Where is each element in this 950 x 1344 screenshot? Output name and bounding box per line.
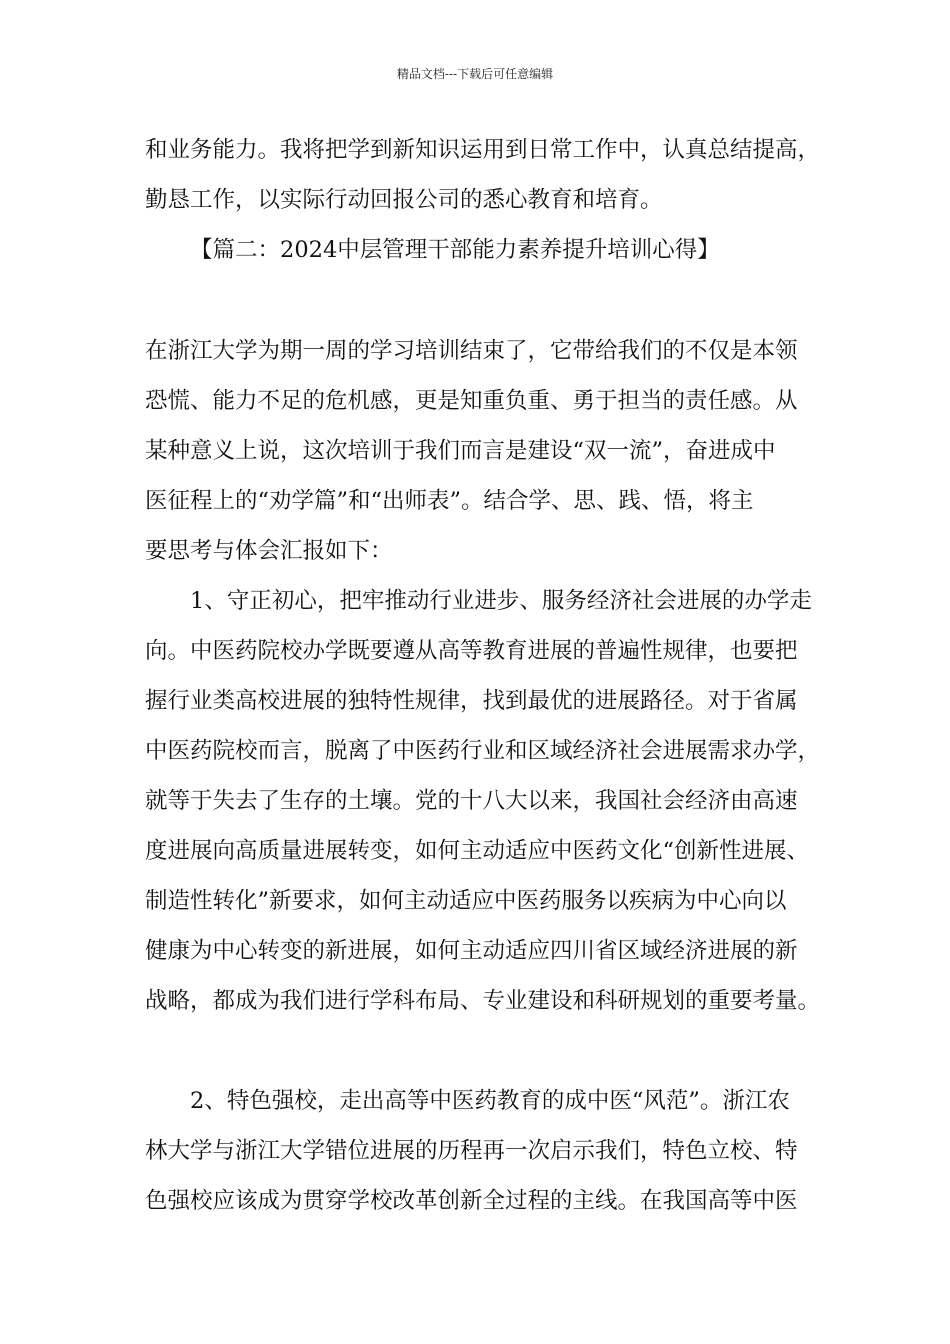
text-line: 医征程上的“劝学篇”和“出师表”。结合学、思、践、悟，将主: [145, 488, 754, 514]
text-line: 就等于失去了生存的土壤。党的十八大以来，我国社会经济由高速: [145, 788, 798, 814]
text-line: 和业务能力。我将把学到新知识运用到日常工作中，认真总结提高，: [145, 137, 821, 163]
text-line: 战略，都成为我们进行学科布局、专业建设和科研规划的重要考量。: [145, 988, 821, 1014]
section-heading: 【篇二：2024中层管理干部能力素养提升培训心得】: [190, 237, 720, 263]
text-line: 握行业类高校进展的独特性规律，找到最优的进展路径。对于省属: [145, 688, 798, 714]
text-line: 健康为中心转变的新进展，如何主动适应四川省区域经济进展的新: [145, 938, 798, 964]
text-line: 某种意义上说，这次培训于我们而言是建设“双一流”，奋进成中: [145, 438, 776, 464]
page-header: 精品文档---下载后可任意编辑: [396, 67, 554, 81]
text-line: 要思考与体会汇报如下：: [145, 538, 393, 564]
text-line: 2、特色强校，走出高等中医药教育的成中医“风范”。浙江农: [190, 1088, 790, 1114]
text-line: 色强校应该成为贯穿学校改革创新全过程的主线。在我国高等中医: [145, 1188, 798, 1214]
text-line: 向。中医药院校办学既要遵从高等教育进展的普遍性规律，也要把: [145, 638, 798, 664]
text-line: 中医药院校而言，脱离了中医药行业和区域经济社会进展需求办学，: [145, 738, 821, 764]
text-line: 1、守正初心，把牢推动行业进步、服务经济社会进展的办学走: [190, 588, 812, 614]
text-line: 度进展向高质量进展转变，如何主动适应中医药文化“创新性进展、: [145, 838, 810, 864]
text-line: 勤恳工作，以实际行动回报公司的悉心教育和培育。: [145, 187, 663, 213]
text-line: 恐慌、能力不足的危机感，更是知重负重、勇于担当的责任感。从: [145, 388, 798, 414]
text-line: 制造性转化”新要求，如何主动适应中医药服务以疾病为中心向以: [145, 888, 787, 914]
text-line: 林大学与浙江大学错位进展的历程再一次启示我们，特色立校、特: [145, 1138, 798, 1164]
text-line: 在浙江大学为期一周的学习培训结束了，它带给我们的不仅是本领: [145, 338, 798, 364]
